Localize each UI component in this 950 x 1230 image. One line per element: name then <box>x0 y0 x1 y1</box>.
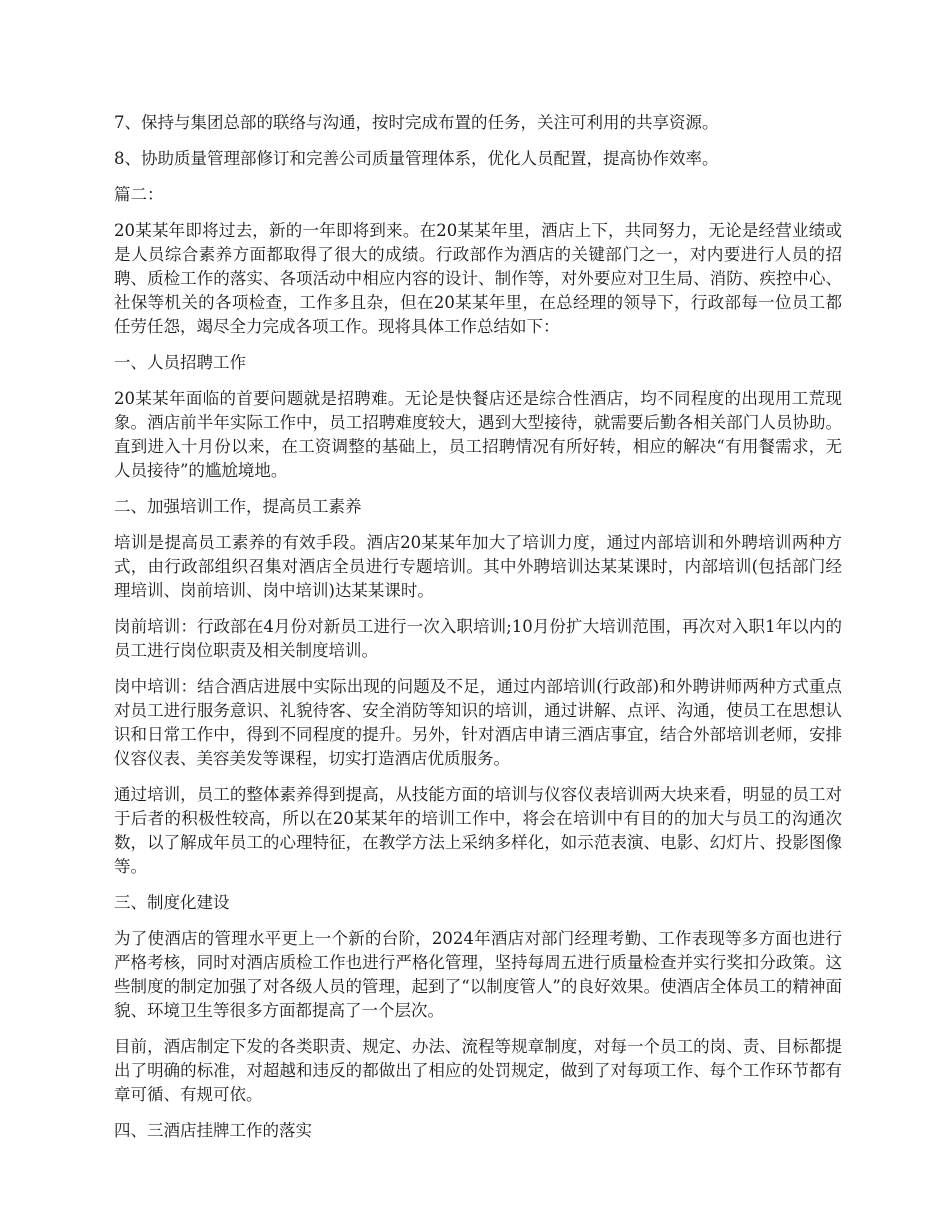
section-label-part-two: 篇二： <box>114 185 164 204</box>
training-paragraph: 培训是提高员工素养的有效手段。酒店20某某年加大了培训力度，通过内部培训和外聘培训两种方式，由行政部组织召集对酒店全员进行专题培训。其中外聘培训达某某课时，内部培训(包括部门经理培训、岗前培训、岗中培训)达某某课时。 <box>114 533 842 600</box>
heading-training: 二、加强培训工作，提高员工素养 <box>114 497 362 516</box>
institution-paragraph: 为了使酒店的管理水平更上一个新的台阶，2024年酒店对部门经理考勤、工作表现等多方面也进行严格考核，同时对酒店质检工作也进行严格化管理，坚持每周五进行质量检查并实行奖扣分政策。这些制度的制定加强了对各级人员的管理，起到了“以制度管人”的良好效果。使酒店全体员工的精神面貌、环境卫生等很多方面都提高了一个层次。 <box>114 929 842 1020</box>
document-body <box>114 111 842 1155</box>
heading-listing: 四、三酒店挂牌工作的落实 <box>114 1121 312 1140</box>
list-item-7: 7、保持与集团总部的联络与沟通，按时完成布置的任务，关注可利用的共享资源。 <box>114 113 719 132</box>
pre-job-training-paragraph: 岗前培训：行政部在4月份对新员工进行一次入职培训;10月份扩大培训范围，再次对入职1年以内的员工进行岗位职责及相关制度培训。 <box>114 617 842 660</box>
heading-recruitment: 一、人员招聘工作 <box>114 353 246 372</box>
rules-paragraph: 目前，酒店制定下发的各类职责、规定、办法、流程等规章制度，对每一个员工的岗、责、目标都提出了明确的标准，对超越和违反的都做出了相应的处罚规定，做到了对每项工作、每个工作环节都有章可循、有规可依。 <box>114 1037 842 1104</box>
intro-paragraph: 20某某年即将过去，新的一年即将到来。在20某某年里，酒店上下，共同努力，无论是经营业绩或是人员综合素养方面都取得了很大的成绩。行政部作为酒店的关键部门之一，对内要进行人员的招聘、质检工作的落实、各项活动中相应内容的设计、制作等，对外要应对卫生局、消防、疾控中心、社保等机关的各项检查，工作多且杂，但在20某某年里，在总经理的领导下，行政部每一位员工都任劳任怨，竭尽全力完成各项工作。现将具体工作总结如下： <box>114 221 842 336</box>
recruitment-paragraph: 20某某年面临的首要问题就是招聘难。无论是快餐店还是综合性酒店，均不同程度的出现用工荒现象。酒店前半年实际工作中，员工招聘难度较大，遇到大型接待，就需要后勤各相关部门人员协助。直到进入十月份以来，在工资调整的基础上，员工招聘情况有所好转，相应的解决“有用餐需求，无人员接待”的尴尬境地。 <box>114 389 842 480</box>
heading-institution: 三、制度化建设 <box>114 893 230 912</box>
on-job-training-paragraph: 岗中培训：结合酒店进展中实际出现的问题及不足，通过内部培训(行政部)和外聘讲师两种方式重点对员工进行服务意识、礼貌待客、安全消防等知识的培训，通过讲解、点评、沟通，使员工在思想认识和日常工作中，得到不同程度的提升。另外，针对酒店申请三酒店事宜，结合外部培训老师，安排仪容仪表、美容美发等课程，切实打造酒店优质服务。 <box>114 677 842 768</box>
training-result-paragraph: 通过培训，员工的整体素养得到提高，从技能方面的培训与仪容仪表培训两大块来看，明显的员工对于后者的积极性较高，所以在20某某年的培训工作中，将会在培训中有目的的加大与员工的沟通次数，以了解成年员工的心理特征，在教学方法上采纳多样化，如示范表演、电影、幻灯片、投影图像等。 <box>114 785 842 876</box>
list-item-8: 8、协助质量管理部修订和完善公司质量管理体系，优化人员配置，提高协作效率。 <box>114 149 719 168</box>
